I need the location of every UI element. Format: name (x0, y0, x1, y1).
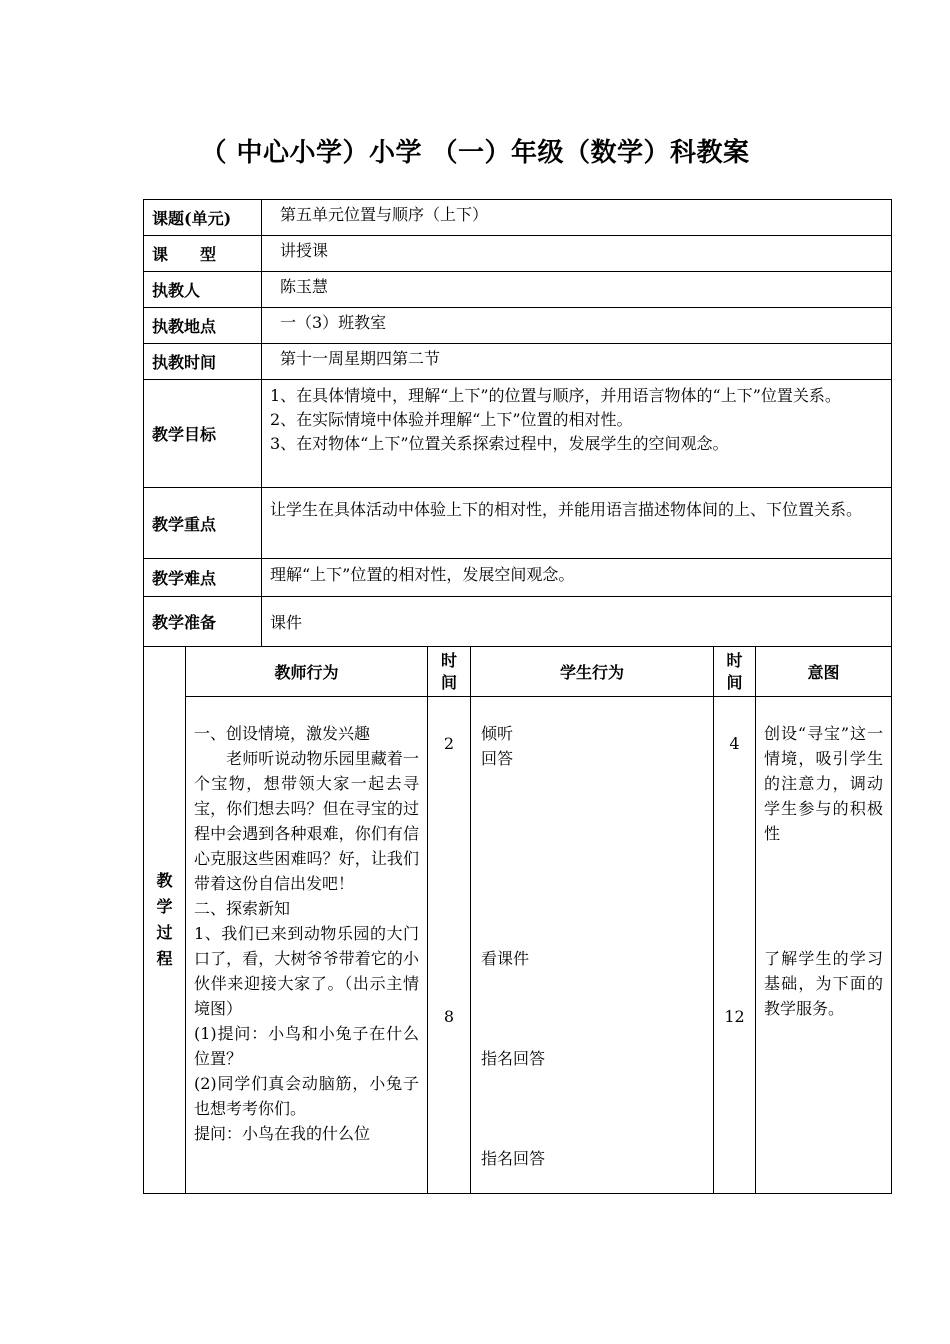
process-label-text: 教学过程 (156, 871, 173, 968)
header-time-2-text: 时间 (726, 650, 743, 692)
label-difficulties: 教学难点 (144, 559, 262, 597)
header-time-1-text: 时间 (440, 650, 457, 692)
label-process (144, 647, 186, 1194)
row-topic (144, 200, 892, 236)
label-type: 课 型 (144, 236, 262, 272)
label-location: 执教地点 (144, 308, 262, 344)
intent-line: 创设“寻宝”这一情境，吸引学生的注意力，调动学生参与的积极性 (764, 724, 884, 843)
time-value: 4 (729, 734, 740, 753)
label-preparation: 教学准备 (144, 597, 262, 647)
intent-line: 了解学生的学习基础，为下面的教学服务。 (764, 949, 884, 1018)
student-line: 指名回答 (481, 1149, 546, 1168)
teacher-line: (2)同学们真会动脑筋，小兔子也想考考你们。 (194, 1074, 419, 1118)
header-teacher: 教师行为 (186, 647, 428, 697)
intent-column (756, 697, 892, 1194)
teacher-line: 老师听说动物乐园里藏着一个宝物，想带领大家一起去寻宝，你们想去吗？但在寻宝的过程中会遇到各种艰难，你们有信心克服这些困难吗？好，让我们带着这份自信出发吧！ (194, 749, 419, 893)
time-value: 2 (443, 734, 455, 753)
teacher-line: 1、我们已来到动物乐园的大门口了，看，大树爷爷带着它的小伙伴来迎接大家了。（出示主情境图） (194, 924, 419, 1018)
time-value: 8 (443, 1007, 455, 1026)
objective-line: 2、在实际情境中体验并理解“上下”位置的相对性。 (270, 410, 633, 429)
time-column-1 (428, 697, 471, 1194)
value-time: 第十一周星期四第二节 (262, 344, 892, 380)
value-difficulties: 理解“上下”位置的相对性，发展空间观念。 (262, 559, 892, 597)
header-student: 学生行为 (471, 647, 714, 697)
label-time: 执教时间 (144, 344, 262, 380)
value-type: 讲授课 (262, 236, 892, 272)
row-teacher (144, 272, 892, 308)
label-key-points: 教学重点 (144, 488, 262, 559)
header-intent: 意图 (756, 647, 892, 697)
label-topic: 课题(单元) (144, 200, 262, 236)
student-actions (471, 697, 714, 1194)
student-line: 指名回答 (481, 1049, 546, 1068)
header-time-1 (428, 647, 471, 697)
label-teacher: 执教人 (144, 272, 262, 308)
row-type (144, 236, 892, 272)
teacher-line: 提问：小鸟在我的什么位 (194, 1124, 371, 1143)
student-line: 回答 (481, 749, 514, 768)
time-column-2 (714, 697, 756, 1194)
header-time-2 (714, 647, 756, 697)
teacher-line: 二、探索新知 (194, 899, 291, 918)
value-teacher: 陈玉慧 (262, 272, 892, 308)
value-objectives (262, 380, 892, 488)
value-preparation: 课件 (262, 597, 892, 647)
row-location (144, 308, 892, 344)
teacher-line: (1)提问：小鸟和小兔子在什么位置？ (194, 1024, 419, 1068)
time-value: 12 (724, 1007, 745, 1026)
label-objectives: 教学目标 (144, 380, 262, 488)
row-preparation (144, 597, 892, 647)
value-topic: 第五单元位置与顺序（上下） (262, 200, 892, 236)
teacher-actions (186, 697, 428, 1194)
value-location: 一（3）班教室 (262, 308, 892, 344)
row-process-body (144, 697, 892, 1194)
student-line: 看课件 (481, 949, 530, 968)
row-process-header (144, 647, 892, 697)
objective-line: 1、在具体情境中，理解“上下”的位置与顺序，并用语言物体的“上下”位置关系。 (270, 386, 841, 405)
page-title: （ 中心小学）小学 （一）年级（数学）科教案 (200, 138, 750, 168)
objective-line: 3、在对物体“上下”位置关系探索过程中，发展学生的空间观念。 (270, 434, 729, 453)
teacher-line: 一、创设情境，激发兴趣 (194, 724, 371, 743)
student-line: 倾听 (481, 724, 514, 743)
value-key-points: 让学生在具体活动中体验上下的相对性，并能用语言描述物体间的上、下位置关系。 (262, 488, 892, 559)
lesson-plan-table (143, 199, 892, 1194)
row-difficulties (144, 559, 892, 597)
row-time (144, 344, 892, 380)
row-key-points (144, 488, 892, 559)
row-objectives (144, 380, 892, 488)
